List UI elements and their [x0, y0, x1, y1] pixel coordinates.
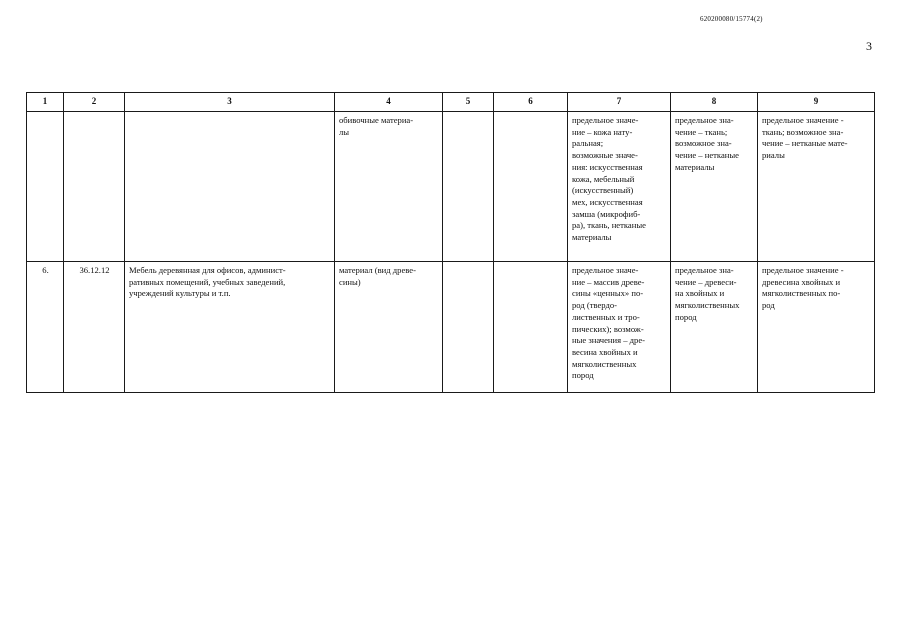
- column-header: 9: [758, 93, 875, 112]
- page-number: 3: [866, 39, 872, 53]
- column-header: 7: [568, 93, 671, 112]
- value-cell-col8: предельное зна- чение – древеси- на хвойных и мягколиственных пород: [671, 262, 758, 393]
- column-header: 6: [494, 93, 568, 112]
- characteristic-cell: материал (вид древе- сины): [335, 262, 443, 393]
- unit-cell: [443, 112, 494, 262]
- column-header: 2: [64, 93, 125, 112]
- value-cell-col7: предельное значе- ние – кожа нату- ральная; возможные значе- ния: искусственная кожа, мебельный (искусственный) мех, искусственная замша (микрофиб- ра), ткань, нетканые материалы: [568, 112, 671, 262]
- okpd-code-cell: [64, 112, 125, 262]
- column-header: 4: [335, 93, 443, 112]
- unit-cell: [443, 262, 494, 393]
- table-row: [27, 112, 875, 262]
- unit-name-cell: [494, 112, 568, 262]
- column-header: 8: [671, 93, 758, 112]
- table-header-row: [27, 93, 875, 112]
- product-name-cell: [125, 112, 335, 262]
- table-row: [27, 262, 875, 393]
- specification-table: [26, 92, 875, 393]
- column-header: 3: [125, 93, 335, 112]
- row-number-cell: [27, 112, 64, 262]
- value-cell-col9: предельное значение - древесина хвойных и мягколиственных по- род: [758, 262, 875, 393]
- unit-name-cell: [494, 262, 568, 393]
- okpd-code-cell: 36.12.12: [64, 262, 125, 393]
- value-cell-col8: предельное зна- чение – ткань; возможное зна- чение – нетканые материалы: [671, 112, 758, 262]
- value-cell-col7: предельное значе- ние – массив древе- сины «ценных» по- род (твердо- лиственных и тро- пических); возмож- ные значения – дре- весина хвойных и мягколиственных пород: [568, 262, 671, 393]
- value-cell-col9: предельное значение - ткань; возможное зна- чение – нетканые мате- риалы: [758, 112, 875, 262]
- document-id: 620200080/15774(2): [700, 15, 763, 23]
- row-number-cell: 6.: [27, 262, 64, 393]
- product-name-cell: Мебель деревянная для офисов, админист- ративных помещений, учебных заведений, учреждений культуры и т.п.: [125, 262, 335, 393]
- column-header: 1: [27, 93, 64, 112]
- characteristic-cell: обивочные материа- лы: [335, 112, 443, 262]
- column-header: 5: [443, 93, 494, 112]
